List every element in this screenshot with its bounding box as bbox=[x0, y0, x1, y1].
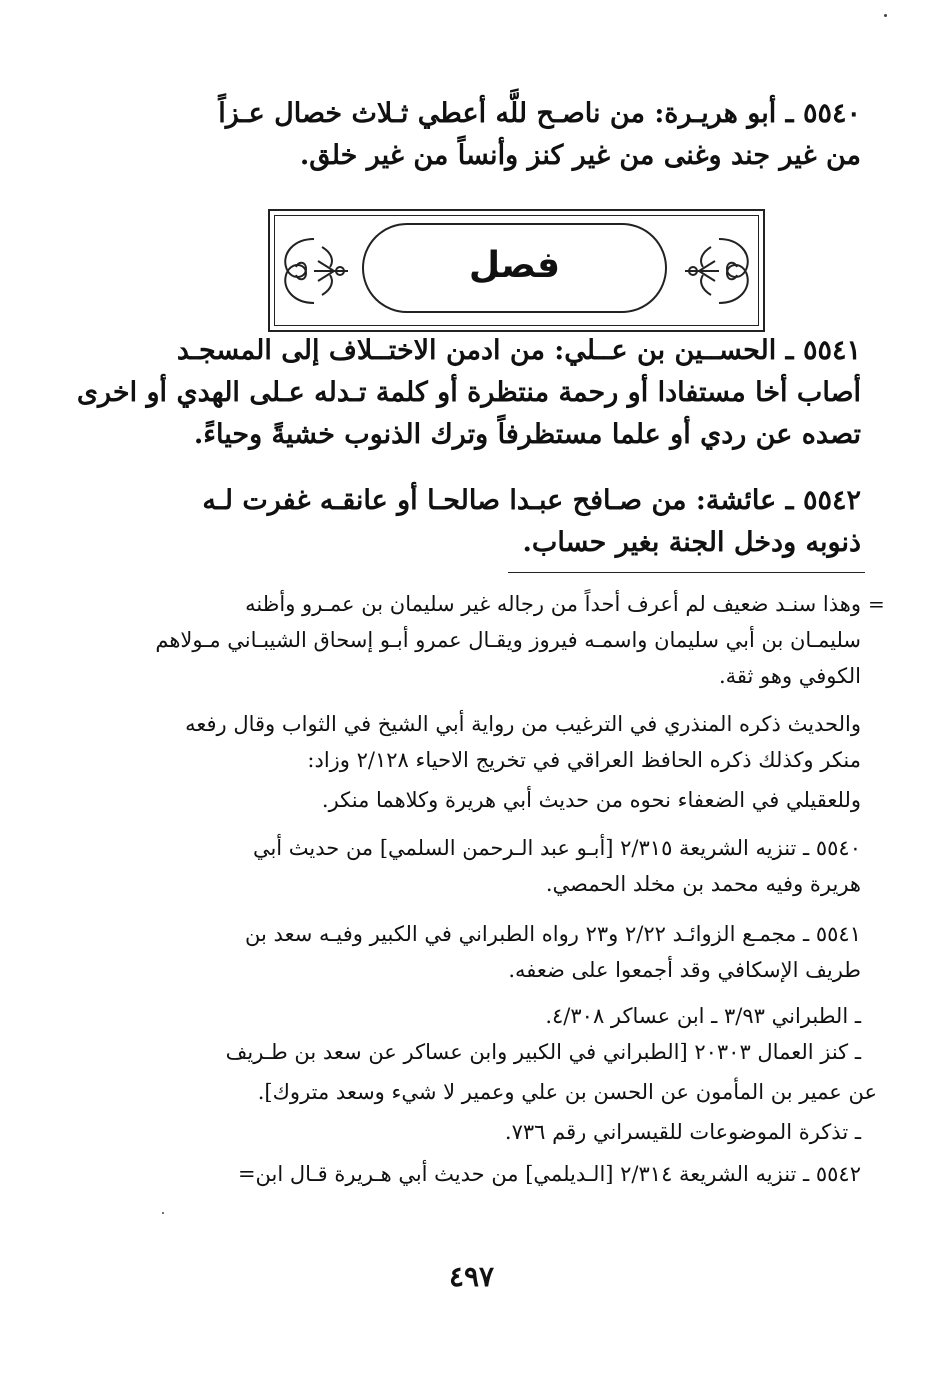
entry-5542-line-1: ٥٥٤٢ ـ عائشة: من صـافح عبـدا صالحـا أو عانقـه غفرت لـه bbox=[202, 485, 861, 516]
section-heading-frame bbox=[268, 209, 765, 332]
footnote-5540-line-2: هريرة وفيه محمد بن مخلد الحمصي. bbox=[545, 872, 861, 896]
footnote-5540-line-1: ٥٥٤٠ ـ تنزيه الشريعة ٢/٣١٥ [أبـو عبد الـرحمن السلمي] من حديث أبي bbox=[252, 836, 861, 860]
entry-5540-line-2: من غير جند وغنى من غير كنز وأنساً من غير خلق. bbox=[299, 140, 861, 171]
scan-speck bbox=[162, 1212, 164, 1214]
footnote-5541-line-2: طريف الإسكافي وقد أجمعوا على ضعفه. bbox=[508, 958, 861, 982]
entry-5540-line-1: ٥٥٤٠ ـ أبو هريـرة: من ناصـح للَّه أعطي ثـلاث خصال عـزاً bbox=[218, 98, 861, 129]
footnote-5541-line-5: عن عمير بن المأمون عن الحسن بن علي وعمير لا شيء وسعد متروك]. bbox=[257, 1080, 877, 1104]
footnote-2-line-2: منكر وكذلك ذكره الحافظ العراقي في تخريج الاحياء ٢/١٢٨ وزاد: bbox=[307, 748, 861, 772]
footnote-5541-line-6: ـ تذكرة الموضوعات للقيسراني رقم ٧٣٦. bbox=[504, 1120, 861, 1144]
continuation-marker: = bbox=[868, 592, 885, 616]
footnote-1-line-3: الكوفي وهو ثقة. bbox=[718, 664, 861, 688]
entry-5541-line-1: ٥٥٤١ ـ الحســين بن عــلي: من ادمن الاختــلاف إلى المسجـد bbox=[176, 335, 861, 366]
right-ornament-icon bbox=[679, 231, 759, 311]
entry-5541-line-3: تصده عن ردي أو علما مستظرفاً وترك الذنوب خشيةً وحياءً. bbox=[193, 419, 861, 450]
footnote-2-line-1: والحديث ذكره المنذري في الترغيب من رواية أبي الشيخ في الثواب وقال رفعه bbox=[185, 712, 861, 736]
footnote-1-line-2: سليمـان بن أبي سليمان واسمـه فيروز ويقـال عمرو أبـو إسحاق الشيبـاني مـولاهم bbox=[155, 628, 861, 652]
entry-5542-line-2: ذنوبه ودخل الجنة بغير حساب. bbox=[522, 527, 861, 558]
footnote-5541-line-4: ـ كنز العمال ٢٠٣٠٣ [الطبراني في الكبير وابن عساكر عن سعد بن طـريف bbox=[225, 1040, 861, 1064]
left-ornament-icon bbox=[274, 231, 354, 311]
scan-speck bbox=[884, 14, 887, 17]
footnote-5541-line-3: ـ الطبراني ٣/٩٣ ـ ابن عساكر ٤/٣٠٨. bbox=[545, 1004, 861, 1028]
footnote-1-line-1: وهذا سنـد ضعيف لم أعرف أحداً من رجاله غير سليمان بن عمـرو وأظنه bbox=[245, 592, 861, 616]
page-number: ٤٩٧ bbox=[448, 1260, 495, 1293]
footnote-2-line-3: وللعقيلي في الضعفاء نحوه من حديث أبي هريرة وكلاهما منكر. bbox=[321, 788, 861, 812]
section-heading: فصل bbox=[468, 245, 561, 286]
heading-cartouche bbox=[362, 223, 667, 313]
footnote-5541-line-1: ٥٥٤١ ـ مجمـع الزوائـد ٢/٢٢ و٢٣ رواه الطبراني في الكبير وفيـه سعد بن bbox=[245, 922, 861, 946]
footnote-separator bbox=[508, 572, 865, 573]
entry-5541-line-2: أصاب أخا مستفادا أو رحمة منتظرة أو كلمة تـدله عـلى الهدي أو اخرى bbox=[76, 377, 861, 408]
footnote-5542-line-1: ٥٥٤٢ ـ تنزيه الشريعة ٢/٣١٤ [الـديلمي] من حديث أبي هـريرة قـال ابن= bbox=[237, 1162, 861, 1186]
